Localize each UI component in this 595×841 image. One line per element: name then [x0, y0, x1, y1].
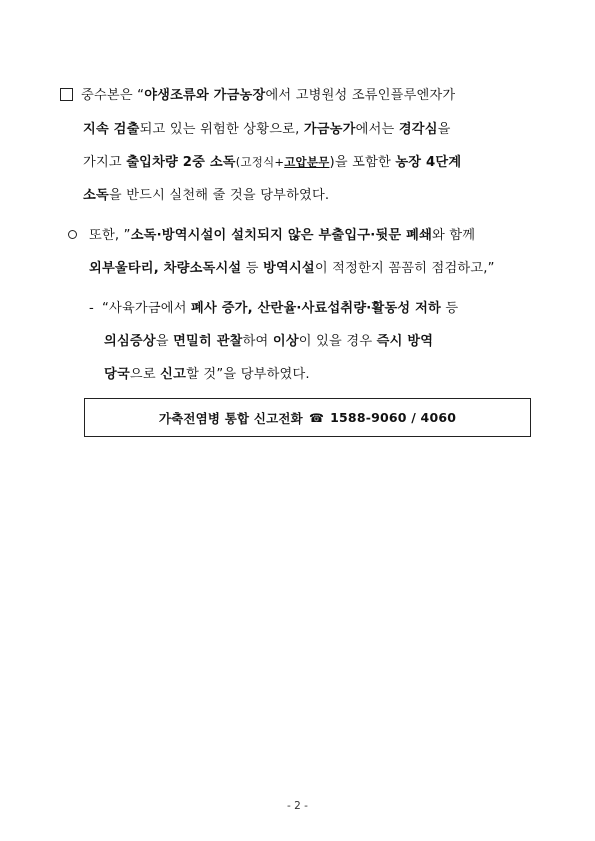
- text-bold: 폐사 증가, 산란율·사료섭취량·활동성 저하: [191, 301, 441, 316]
- text: 하여: [242, 334, 273, 349]
- telephone-icon: ☎: [308, 410, 325, 425]
- text: 에서 고병원성 조류인플루엔자가: [265, 88, 456, 103]
- para3-line1: [89, 297, 458, 316]
- text-bold: 출입차량 2중 소독: [126, 155, 236, 170]
- text: 되고 있는 위험한 상황으로,: [139, 122, 304, 137]
- text: 을 반드시 실천해 줄 것을 당부하였다.: [108, 188, 330, 203]
- text-bold: 방역시설: [263, 261, 315, 276]
- text-bold: 당국: [104, 367, 130, 382]
- para1-line1: [60, 84, 455, 103]
- para1-line3: [83, 151, 461, 170]
- page-number: - 2 -: [287, 800, 308, 812]
- text-small-underlined: 고압분무: [284, 155, 330, 169]
- text-bold: 가금농가: [303, 122, 356, 137]
- para3-line3: [104, 363, 310, 382]
- hotline-number: 1588-9060 / 4060: [330, 410, 457, 425]
- circle-bullet-icon: [68, 230, 77, 239]
- text: 이 있을 경우: [298, 334, 377, 349]
- hotline-box: [84, 398, 531, 437]
- text: 이 적정한지 꼼꼼히 점검하고,”: [314, 261, 495, 276]
- text-bold: 신고: [160, 367, 187, 382]
- text: 중수본은 “: [81, 88, 145, 103]
- text-bold: 소독: [83, 188, 109, 203]
- text: 등: [441, 301, 459, 316]
- para1-line4: [83, 184, 329, 203]
- text-bold: 즉시 방역: [376, 334, 434, 349]
- text-bold: 면밀히 관찰: [173, 334, 243, 349]
- text: 으로: [129, 367, 161, 382]
- text: 을: [437, 122, 451, 137]
- text: 와 함께: [432, 228, 476, 243]
- text: )을 포함한: [329, 155, 396, 170]
- text: “사육가금에서: [101, 301, 192, 316]
- para3-line2: [104, 330, 433, 349]
- text-bold: 이상: [272, 334, 299, 349]
- para2-line1: [68, 224, 475, 243]
- text: 에서는: [355, 122, 399, 137]
- para1-line2: [83, 118, 451, 137]
- text-bold: 경각심: [398, 122, 438, 137]
- text-bold: 야생조류와 가금농장: [144, 88, 266, 103]
- text-bold: 의심증상: [104, 334, 156, 349]
- text: 등: [241, 261, 264, 276]
- text: 을: [155, 334, 174, 349]
- square-bullet-icon: [60, 88, 73, 101]
- text-bold: 지속 검출: [83, 122, 140, 137]
- text-bold: 소독·방역시설이 설치되지 않은 부출입구·뒷문 폐쇄: [130, 228, 433, 243]
- dash-bullet-icon: -: [89, 301, 94, 316]
- hotline-label: 가축전염병 통합 신고전화: [158, 410, 303, 426]
- text-bold: 농장 4단계: [395, 155, 462, 170]
- para2-line2: [89, 257, 495, 276]
- text-small: (고정식+: [235, 155, 285, 169]
- text-bold: 외부울타리, 차량소독시설: [89, 261, 242, 276]
- text: 할 것”을 당부하였다.: [186, 367, 310, 382]
- text: 가지고: [83, 155, 127, 170]
- text: 또한, ”: [89, 228, 131, 243]
